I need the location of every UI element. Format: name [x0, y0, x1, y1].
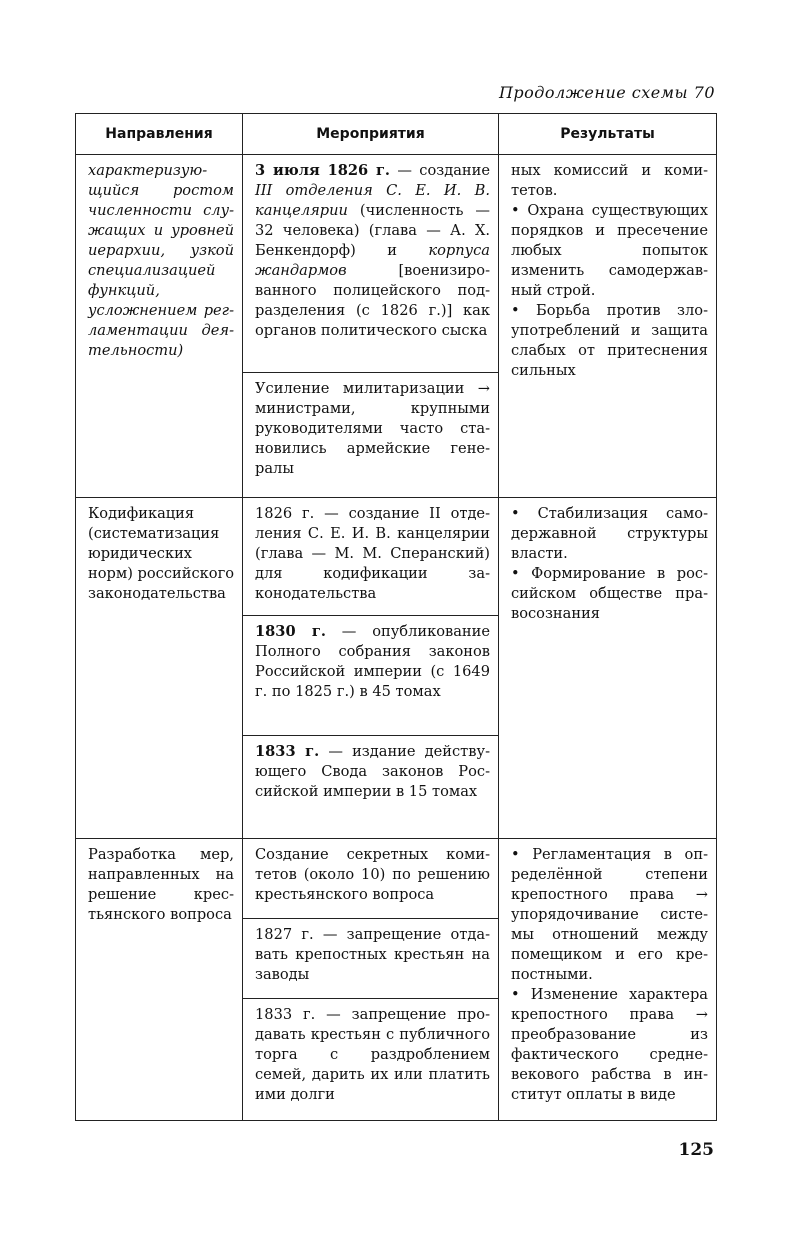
header-measures: Мероприятия: [243, 114, 499, 155]
measure-cell: 1826 г. — создание II отделения С. Е. И. В. канцелярии (глава — М. М. Сперанский) для кодификации законодательства: [243, 498, 499, 616]
measure-cell: Создание секретных комитетов (около 10) по решению крестьянского вопроса: [243, 839, 499, 919]
direction-cell: характеризующийся ростом численности служащих и уровней иерархии, узкой специализацией функций, усложнением регламентации деятельности): [76, 155, 243, 498]
measure-text: (численность — 32 человека) (глава — А. Х. Бенкендорф) и: [255, 202, 490, 259]
header-results: Результаты: [499, 114, 717, 155]
table-row: [76, 839, 717, 919]
measure-italic: III отделения С. Е. И. В. канцелярии: [255, 182, 490, 219]
measure-italic: корпуса жандармов: [255, 242, 490, 279]
measure-text: — опубликование Полного собрания законов Российской империи (с 1649 г. по 1825 г.) в 45 томах: [255, 623, 490, 700]
header-row: [76, 114, 717, 155]
measure-date: 3 июля 1826 г.: [255, 162, 391, 179]
direction-cell: Кодификация (систематизация юридических норм) российского законодательства: [76, 498, 243, 839]
measure-cell: 1833 г. — запрещение продавать крестьян с публичного торга с раздроблением семей, дарить их или платить ими долги: [243, 999, 499, 1121]
results-cell: ных комиссий и комитетов. • Охрана существующих порядков и пресечение любых попыток изменить самодержавный строй. • Борьба против злоупотреблений и защита слабых от притеснения сильных: [499, 155, 717, 498]
measure-date: 1830 г.: [255, 623, 326, 640]
results-cell: • Регламентация в определённой степени крепостного права → упорядочивание системы отношений между помещиком и его крепостными. • Изменение характера крепостного права → преобразование из фактического средневекового рабства в институт оплаты в виде: [499, 839, 717, 1121]
header-directions: Направления: [76, 114, 243, 155]
direction-cell: Разработка мер, направленных на решение крестьянского вопроса: [76, 839, 243, 1121]
measure-text: [военизированного полицейского подразделения (с 1826 г.)] как органов политического сыска: [255, 262, 490, 339]
measure-cell: [243, 736, 499, 839]
measure-cell: [243, 616, 499, 736]
results-cell: • Стабилизация самодержавной структуры власти. • Формирование в российском обществе правосознания: [499, 498, 717, 839]
table-row: [76, 498, 717, 616]
measure-text: — создание: [390, 162, 490, 179]
measure-date: 1833 г.: [255, 743, 320, 760]
table-caption: Продолжение схемы 70: [498, 83, 715, 102]
measure-cell: [243, 155, 499, 373]
measure-cell: 1827 г. — запрещение отдавать крепостных крестьян на заводы: [243, 919, 499, 999]
table-row: [76, 155, 717, 373]
scheme-table: [75, 113, 717, 1121]
page-number: 125: [678, 1140, 714, 1160]
measure-text: — издание действующего Свода законов Российской империи в 15 томах: [255, 743, 490, 800]
measure-cell: Усиление милитаризации → министрами, крупными руководителями часто становились армейские генералы: [243, 373, 499, 498]
